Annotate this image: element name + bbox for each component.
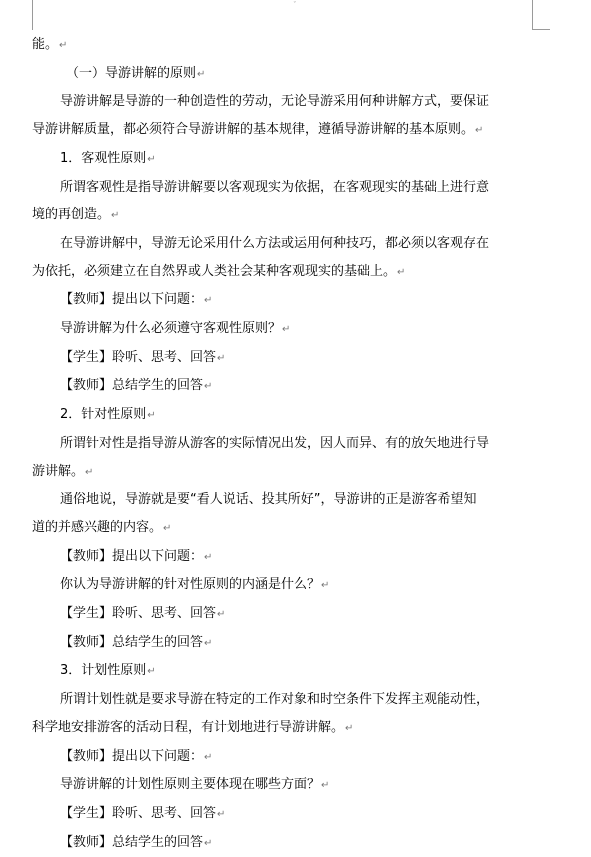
line-text: 所谓针对性是指导游从游客的实际情况出发，因人而异、有的放矢地进行导 xyxy=(60,435,490,451)
paragraph-mark-icon: ↵ xyxy=(204,751,213,763)
line-text: 导游讲解是导游的一种创造性的劳动，无论导游采用何种讲解方式，要保证 xyxy=(60,94,490,110)
line-text: 境的再创造。 xyxy=(32,207,111,223)
document-line[interactable] xyxy=(32,430,532,458)
line-text: 导游讲解的计划性原则主要体现在哪些方面？ xyxy=(60,777,321,793)
document-line[interactable] xyxy=(32,88,532,116)
paragraph-mark-icon: ↵ xyxy=(321,780,330,792)
paragraph-mark-icon: ↵ xyxy=(147,666,156,678)
line-text: 所谓计划性就是要求导游在特定的工作对象和时空条件下发挥主观能动性， xyxy=(60,692,490,708)
line-text: 【学生】聆听、思考、回答 xyxy=(60,805,217,821)
document-line[interactable] xyxy=(32,372,532,401)
line-text: 为依托，必须建立在自然界或人类社会某种客观现实的基础上。 xyxy=(32,263,397,279)
document-line[interactable] xyxy=(32,571,532,600)
line-text: 【教师】提出以下问题： xyxy=(60,748,204,764)
line-text: （一）导游讲解的原则 xyxy=(66,65,197,81)
line-text: 道的并感兴趣的内容。 xyxy=(32,519,163,535)
top-center-mark: ˇ xyxy=(293,1,297,9)
document-line[interactable] xyxy=(32,486,532,514)
document-line[interactable] xyxy=(32,258,532,287)
line-text: 所谓客观性是指导游讲解要以客观现实为依据，在客观现实的基础上进行意 xyxy=(60,179,490,195)
paragraph-mark-icon: ↵ xyxy=(282,324,291,336)
line-text: 2．针对性原则 xyxy=(60,407,147,423)
paragraph-mark-icon: ↵ xyxy=(217,808,226,820)
paragraph-mark-icon: ↵ xyxy=(197,68,206,80)
crop-mark-left xyxy=(32,0,33,30)
line-text: 3．计划性原则 xyxy=(60,663,147,679)
line-text: 【教师】提出以下问题： xyxy=(60,292,204,308)
line-text: 科学地安排游客的活动日程，有计划地进行导游讲解。 xyxy=(32,719,345,735)
paragraph-mark-icon: ↵ xyxy=(204,551,213,563)
paragraph-mark-icon: ↵ xyxy=(163,522,172,534)
paragraph-mark-icon: ↵ xyxy=(59,40,68,51)
document-line[interactable] xyxy=(32,600,532,629)
document-line[interactable] xyxy=(32,60,532,89)
line-text: 在导游讲解中，导游无论采用什么方法或运用何种技巧，都必须以客观存在 xyxy=(60,235,490,251)
document-line[interactable] xyxy=(32,543,532,572)
paragraph-mark-icon: ↵ xyxy=(204,295,213,307)
crop-mark-right-horizontal xyxy=(532,29,550,30)
crop-mark-right xyxy=(532,0,533,30)
document-line[interactable] xyxy=(32,315,532,344)
document-line[interactable] xyxy=(32,401,532,430)
document-line[interactable] xyxy=(32,230,532,258)
document-line[interactable] xyxy=(32,201,532,230)
document-line[interactable] xyxy=(32,458,532,487)
line-text: 能。 xyxy=(32,37,59,52)
paragraph-mark-icon: ↵ xyxy=(204,381,213,393)
paragraph-mark-icon: ↵ xyxy=(147,153,156,165)
line-text: 【教师】总结学生的回答 xyxy=(60,834,204,850)
document-line[interactable] xyxy=(32,743,532,772)
paragraph-mark-icon: ↵ xyxy=(475,125,484,137)
document-line[interactable] xyxy=(32,657,532,686)
document-line[interactable] xyxy=(32,771,532,800)
line-text: 【教师】总结学生的回答 xyxy=(60,378,204,394)
document-line[interactable] xyxy=(32,116,532,145)
document-line[interactable] xyxy=(32,829,532,857)
line-text: 【教师】提出以下问题： xyxy=(60,548,204,564)
paragraph-mark-icon: ↵ xyxy=(345,722,354,734)
paragraph-mark-icon: ↵ xyxy=(111,210,120,222)
paragraph-mark-icon: ↵ xyxy=(204,637,213,649)
line-text: 你认为导游讲解的针对性原则的内涵是什么？ xyxy=(60,577,321,593)
line-text: 导游讲解质量，都必须符合导游讲解的基本规律，遵循导游讲解的基本原则。 xyxy=(32,122,475,138)
paragraph-mark-icon: ↵ xyxy=(147,410,156,422)
document-line[interactable] xyxy=(32,174,532,202)
document-line[interactable] xyxy=(32,31,532,60)
document-line[interactable] xyxy=(32,800,532,829)
line-text: 【学生】聆听、思考、回答 xyxy=(60,606,217,622)
line-text: 【教师】总结学生的回答 xyxy=(60,634,204,650)
paragraph-mark-icon: ↵ xyxy=(397,266,406,278)
paragraph-mark-icon: ↵ xyxy=(217,609,226,621)
line-text: 【学生】聆听、思考、回答 xyxy=(60,349,217,365)
document-line[interactable] xyxy=(32,714,532,743)
paragraph-mark-icon: ↵ xyxy=(217,352,226,364)
line-text: 1．客观性原则 xyxy=(60,150,147,166)
line-text: 游讲解。 xyxy=(32,463,85,479)
document-line[interactable] xyxy=(32,145,532,174)
document-line[interactable] xyxy=(32,286,532,315)
line-text: 通俗地说，导游就是要“看人说话、投其所好”，导游讲的正是游客希望知 xyxy=(60,492,477,508)
document-body[interactable] xyxy=(32,31,532,857)
document-line[interactable] xyxy=(32,514,532,543)
line-text: 导游讲解为什么必须遵守客观性原则？ xyxy=(60,321,282,337)
document-line[interactable] xyxy=(32,344,532,373)
paragraph-mark-icon: ↵ xyxy=(321,580,330,592)
paragraph-mark-icon: ↵ xyxy=(85,466,94,478)
document-line[interactable] xyxy=(32,629,532,658)
document-line[interactable] xyxy=(32,686,532,714)
paragraph-mark-icon: ↵ xyxy=(204,837,213,849)
